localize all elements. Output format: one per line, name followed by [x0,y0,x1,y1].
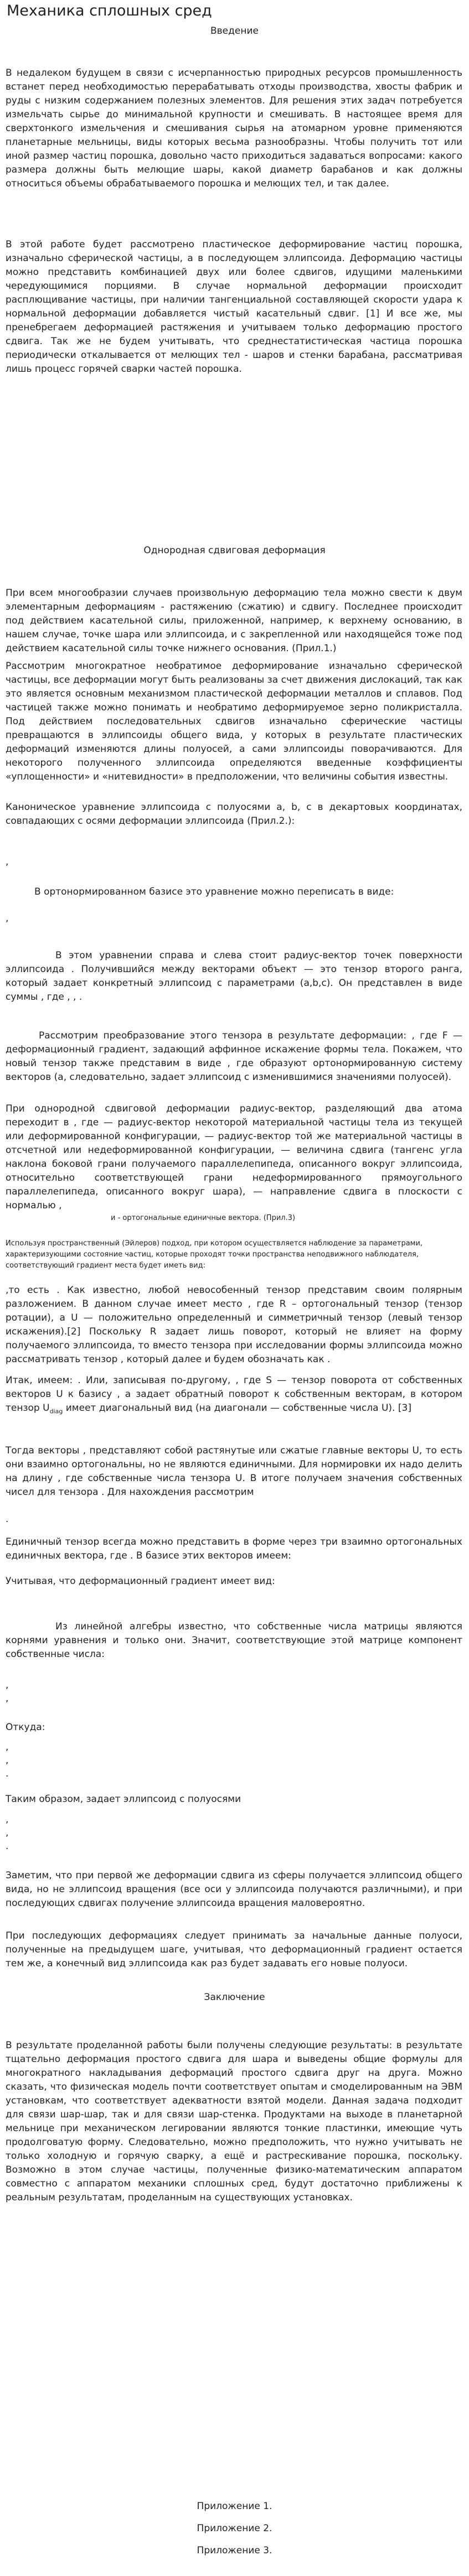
section-heading-conclusion: Заключение [204,1992,265,2003]
itak-text: Итак, имеем: . Или, записывая по-другому, , где S — тензор поворота от собственных векторов U к базису , а задает обратный поворот к собственным векторам, в котором тензор U [6,1375,462,1414]
paragraph-polar: ,то есть . Как известно, любой невособенный тензор представим своим полярным разложением. В данном случае имеет место , где R – ортогональный тензор (тензор ротации), а U — положительно определенный и симметричный тензор (левый тензор искажения).[2] Поскольку R задает лишь поворот, который не влияет на форму получаемого эллипсоида, то вместо тензора при исследовании формы эллипсоида можно рассматривать тензор , который далее и будем обозначать как . [6,1285,462,1365]
paragraph-otkuda: Откуда: [6,1722,45,1733]
paragraph-intro-1: В недалеком будущем в связи с исчерпанностью природных ресурсов промышленность встанет перед необходимостью перерабатывать отходы производства, хвосты фабрик и руды с низким содержанием полезных элементов. Для решения этих задач потребуется измельчать сырье до минимальной крупности и смешивать. В настоящее время для сверхтонкого измельчения и смешивания сырья на атомарном уровне применяются планетарные мельницы, виды которых весьма разнообразны. Чтобы получить тот или иной размер частиц порошка, довольно часто приходиться задаваться вопросами: какого размера должны быть мелющие шары, какой диаметр барабанов и как должны относиться объемы обрабатываемого порошка и мелющих тел, и так далее. [6,67,462,189]
section-heading-intro: Введение [210,25,259,37]
formula-placeholder-10: , [6,1827,9,1838]
formula-placeholder-3: . [6,1514,9,1525]
itak-subscript: diag [49,1408,63,1415]
paragraph-posled: При последующих деформациях следует принимать за начальные данные полуоси, полученные на предыдущем шаге, учитывая, что деформационный градиент остается тем же, а конечный вид эллипсоида как раз будет задавать его новые полуоси. [6,1930,462,1969]
formula-placeholder-11: . [6,1841,9,1852]
formula-placeholder-8: . [6,1768,9,1779]
paragraph-shear-3: Каноническое уравнение эллипсоида с полуосями a, b, c в декартовых координатах, совпадающих с осями деформации эллипсоида (Прил.2.): [6,802,462,827]
formula-placeholder-2: , [6,913,9,924]
section-heading-shear: Однородная сдвиговая деформация [143,545,326,556]
paragraph-tensor: Рассмотрим преобразование этого тензора в результате деформации: , где F — деформационный градиент, задающий аффинное искажение формы тела. Покажем, что новый тензор также представим в виде , где образуют ортонормированную систему векторов (а, следовательно, задает эллипсоид с изменившимися значениями полуосей). [6,1030,462,1083]
formula-placeholder-5: , [6,1693,9,1704]
paragraph-radius: В этом уравнении справа и слева стоит радиус-вектор точек поверхности эллипсоида . Получившийся между векторами объект — это тензор второго ранга, который задает конкретный эллипсоид с параметрами (a,b,c). Он представлен в виде суммы , где , , . [6,950,462,1003]
appendix-2: Приложение 2. [197,2523,272,2534]
paragraph-vectors: Тогда векторы , представляют собой растянутые или сжатые главные векторы U, то есть они взаимно ортогональны, но не являются единичными. Для нормировки их надо делить на длину , где собственные числа тензора U. В итоге получаем значения собственных чисел для тензора . Для нахождения рассмотрим [6,1445,462,1498]
paragraph-itak [6,1374,462,1418]
formula-placeholder-7: , [6,1755,9,1766]
formula-placeholder-4: , [6,1680,9,1691]
formula-placeholder-6: , [6,1742,9,1753]
formula-placeholder-9: , [6,1814,9,1825]
paragraph-unit: Единичный тензор всегда можно представить в форме через три взаимно ортогональных единичных вектора, где . В базисе этих векторов имеем: [6,1536,462,1561]
appendix-3: Приложение 3. [197,2545,272,2556]
itak-text-2: имеет диагональный вид (на диагонали — собственные числа U). [3] [63,1403,411,1414]
page-title: Механика сплошных сред [7,2,212,19]
paragraph-zamet: Заметим, что при первой же деформации сдвига из сферы получается эллипсоид общего вида, но не эллипсоид вращения (все оси у эллипсоида получаются различными), и при последующих сдвигах получение эллипсоида вращения маловероятно. [6,1870,462,1909]
paragraph-conclusion: В результате проделанной работы были получены следующие результаты: в результате тщательно деформация простого сдвига для шара и выведены общие формулы для многократного накладывания деформаций простого сдвига друг на друга. Можно сказать, что физическая модель почти соответствует опытам и смоделированным на ЭВМ установкам, что соответствует адекватности взятой модели. Данная задача подходит для связи шар-шар, так и для связи шар-стенка. Продуктами на выходе в планетарной мельнице при механическом легировании являются тонкие пластинки, имеющие чуть продолговатую форму. Следовательно, можно предположить, что нужно учитывать не только холодную и горячую сварку, а ещё и растрескивание порошка, поскольку. Возможно в этом случае частицы, полученные физико-математическим аппаратом совместно с аппаратом механики сплошных сред, будут достаточно приближены к реальным результатам, проделанным на существующих установках. [6,2040,462,2203]
formula-placeholder-1: , [6,856,9,868]
paragraph-ortho: В ортонормированном базисе это уравнение можно переписать в виде: [34,886,394,897]
appendix-1: Приложение 1. [197,2501,272,2512]
paragraph-intro-2: В этой работе будет рассмотрено пластическое деформирование частиц порошка, изначально сферической частицы, а в последующем эллипсоида. Деформацию частицы можно представить комбинацией двух или более сдвигов, идущими маленькими чередующимися порциями. В случае нормальной деформации происходит расплющивание частицы, при наличии тангенциальной составляющей скорости удара к нормальной деформации добавляется чистый касательный сдвиг. [1] И все же, мы пренебрегаем деформацией растяжения и учитываем только деформацию простого сдвига. Так же не будем учитывать, что среднестатистическая частица порошка периодически откалывается от мелющих тел - шаров и стенки барабана, рассматривая лишь процесс горячей сварки частей порошка. [6,239,462,375]
paragraph-grad: Учитывая, что деформационный градиент имеет вид: [6,1576,275,1587]
paragraph-linalg: Из линейной алгебры известно, что собственные числа матрицы являются корнями уравнения и только они. Значит, соответствующие этой матрице компонент собственные числа: [6,1621,462,1660]
paragraph-homog-tail: и - ортогональные единичные вектора. (Прил.3) [111,1214,296,1222]
paragraph-shear-2: Рассмотрим многократное необратимое деформирование изначально сферической частицы, все деформации могут быть реализованы за счет движения дислокаций, так как это является основным механизмом пластической деформации металлов и сплавов. Под частицей также можно понимать и необратимо деформируемое зерно поликристалла. Под действием последовательных сдвигов изначально сферические частицы превращаются в эллипсоиды общего вида, у которых в результате пластических деформаций изменяются длины полуосей, а сами эллипсоиды поворачиваются. Для некоторого полученного эллипсоида определяются введенные коэффициенты «уплощенности» и «нитевидности» в предположении, что величины события известны. [6,661,462,782]
paragraph-shear-1: При всем многообразии случаев произвольную деформацию тела можно свести к двум элементарным деформациям - растяжению (сжатию) и сдвигу. Последнее происходит под действием касательной силы, приложенной, например, к верхнему основанию, в нашем случае, точке шара или эллипсоида, и с закрепленной или находящейся тоже под действием касательной силы точке нижнего основания. (Прил.1.) [6,588,462,654]
paragraph-euler: Используя пространственный (Эйлеров) подход, при котором осуществляется наблюдение за параметрами, характеризующими состояние частиц, которые проходят точки пространства неподвижного наблюдателя, соответствующий градиент места будет иметь вид: [6,1239,423,1270]
paragraph-takim: Таким образом, задает эллипсоид с полуосями [6,1794,241,1805]
paragraph-homog: При однородной сдвиговой деформации радиус-вектор, разделяющий два атома переходит в , где — радиус-вектор некоторой материальной частицы тела из текущей или деформированной конфигурации, — радиус-вектор той же материальной частицы в отсчетной или недеформированной конфигурации, — величина сдвига (тангенс угла наклона боковой грани получаемого параллелепипеда, описанного вокруг эллипсоида, относительно соответствующей грани недеформированного прямоугольного параллелепипеда, описанного вокруг шара), — направление сдвига в плоскости с нормалью , [6,1103,462,1211]
